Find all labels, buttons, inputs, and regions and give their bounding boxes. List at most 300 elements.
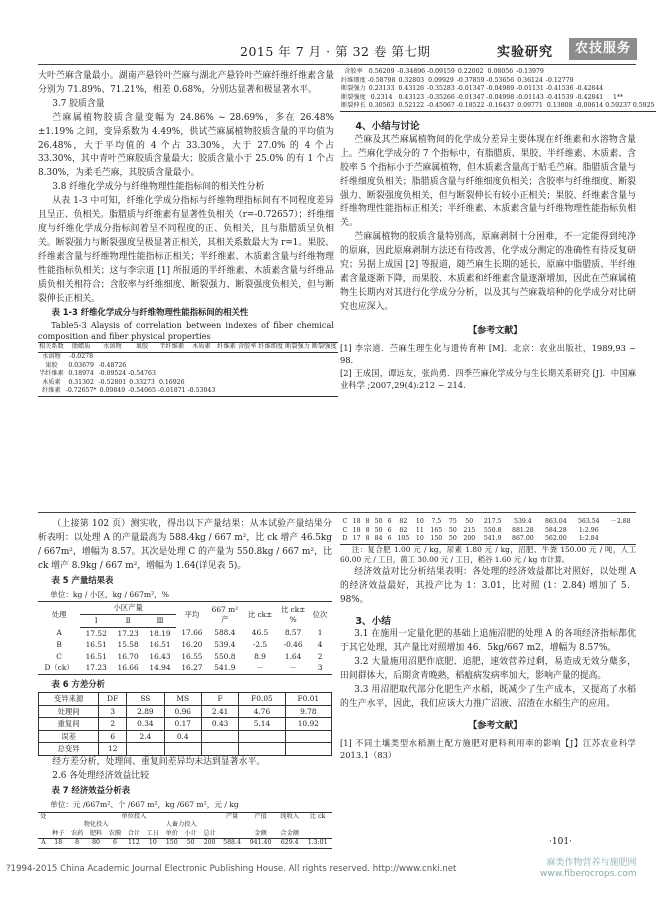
table-cell: -0.48726: [98, 361, 127, 369]
table-row: [38, 639, 332, 651]
table-cell: [284, 370, 311, 379]
table-cell: [575, 68, 605, 77]
table-cell: 1: [317, 628, 323, 638]
table-cell: 1:2.96: [578, 526, 599, 534]
table-cell: 误差: [39, 730, 99, 743]
reference-item: [1] 不同土壤类型水稻测土配方施肥对肥料利用率的影响【J】江苏农业科学 2013.1（83）: [340, 737, 636, 761]
table-cell: -0.42844: [575, 85, 604, 93]
table-caption: 表 6 方差分析: [51, 679, 105, 689]
table-caption: 表 7 经济效益分析表: [51, 784, 131, 795]
paragraph: 3.2 大量施用沼肥作底肥、追肥，速效营养过剩，易造成无效分蘖多，田间群体大，后期贪青晚熟，稻瘟病发病率加大，影响产量的提高。: [340, 657, 636, 682]
table-cell: 150: [427, 535, 446, 544]
table-cell: [237, 362, 258, 371]
table-cell: 9.78: [285, 705, 331, 718]
table-cell: [545, 68, 575, 77]
table-row: [340, 102, 656, 111]
paragraph: （上接第 102 页）测实收，得出以下产量结果：从本试验产量结果分析表明：以处理 A 的产量最高为 588.4kg / 667 m²，比 ck 增产 46.5kg / 667m²，增幅为 8.57。其次是处理 C 的产量为 550.8kg / 667 m²，比 ck 增产 8.9kg / 667 m²，增幅为 1.64(详见表 5)。: [38, 519, 332, 571]
table-cell: 0.4: [164, 730, 201, 743]
table-cell: [127, 743, 164, 756]
table-row: [38, 839, 332, 849]
table-header: 处理: [38, 602, 80, 627]
correlation-table: [38, 342, 338, 397]
paragraph: 经济效益对比分析结果表明：各处理的经济效益都比对照好，以处理 A 的经济效益最好，其投产比为 1：3.01，比对照 (1：2.84) 增加了 5．98%。: [340, 566, 636, 605]
table-header: Ⅲ: [144, 615, 176, 628]
table-cell: [257, 379, 284, 388]
table-header: 变异来源: [39, 692, 99, 705]
table-cell: 0.56209: [368, 68, 395, 75]
table-cell: 8: [365, 518, 370, 525]
table-cell: [187, 362, 217, 371]
table-cell: -0.54065: [127, 387, 157, 396]
table-cell: 0.5925: [632, 102, 656, 111]
table-cell: C: [56, 651, 62, 661]
table-cell: 0.43: [201, 718, 238, 731]
table-cell: 3: [99, 705, 127, 718]
table-cell: [157, 370, 187, 379]
table-cell: 165: [430, 526, 443, 534]
table-cell: 75: [448, 518, 457, 525]
table-header: 农药: [68, 830, 87, 839]
table-header: 含胶率: [237, 343, 258, 353]
table-cell: [311, 352, 338, 361]
table-cell: [216, 370, 237, 379]
table-cell: 12: [99, 743, 127, 756]
table-cell: 8: [363, 535, 371, 544]
section-heading: 2.6 各处理经济效益比较: [52, 770, 150, 781]
table-cell: -0.04989: [486, 85, 515, 93]
table-cell: 0.18974: [68, 370, 94, 378]
table-cell: 541.9: [208, 662, 242, 674]
table-cell: [98, 352, 128, 361]
table-cell: 0.09771: [515, 102, 545, 111]
section-heading: 3.7 胶质含量: [52, 98, 105, 109]
table-cell: 15.58: [117, 640, 139, 650]
table-cell: -0.52801: [98, 378, 127, 386]
table-cell: -0.01143: [516, 93, 544, 101]
table-header: Ⅱ: [112, 615, 144, 628]
table-cell: 562.00: [539, 535, 572, 544]
table-cell: -0.35266: [427, 93, 455, 101]
table-cell: [604, 77, 632, 86]
paragraph: 经方差分析，处理间、重复间差异均未达到显著水平。: [52, 756, 266, 767]
table-cell: 2: [317, 651, 323, 661]
bottom-right-column: [340, 518, 636, 762]
table-cell: [127, 362, 157, 371]
table-cell: 断裂强度: [341, 93, 366, 101]
table-cell: 17.23: [117, 628, 139, 638]
table-row: [38, 651, 332, 663]
table-cell: 588.4: [214, 628, 236, 638]
table-header: 位次: [308, 602, 332, 627]
table-cell: 863.04: [545, 518, 567, 525]
paragraph: 苎麻属植物的胶质含量特别高，原麻剥制十分困难，不一定能得到纯净的原麻，因此原麻剥制方法还有待改善，化学成分测定的准确性有待反复研究；另据上成国 [2] 等报道，随苎麻生长期的延长，原麻中脂腊质、半纤维素含量逐渐下降，而果胶、木质素和纤维素含量逐渐增加，因此在苎麻属植物生长期内对其进行化学成分分析，以及其与苎麻栽培种的化学成分对比研究也应深入。: [340, 232, 636, 312]
watermark-line: www.fiberocrops.com: [540, 869, 637, 879]
table-row: [340, 68, 656, 77]
table-cell: 6: [387, 526, 392, 534]
references-heading: 【参考文献】: [468, 325, 523, 336]
table-cell: [187, 352, 217, 361]
table-cell: 18: [352, 526, 361, 534]
table-cell: -0.12779: [545, 76, 574, 84]
table-cell: [284, 387, 311, 396]
table-cell: [257, 352, 284, 361]
table-header: 处: [38, 812, 49, 821]
table-header: 产量: [219, 812, 245, 821]
table-cell: 总变异: [39, 743, 99, 756]
table-cell: -0.72657*: [65, 387, 98, 396]
table-cell: [575, 77, 605, 86]
table-cell: A: [38, 839, 49, 849]
reference-item: [1] 李宗道．苎麻生理生化与遗传育种 [M]．北京：农业出版社，1989,93 ~ 98.: [340, 342, 636, 366]
table-cell: -0.0278: [69, 352, 94, 360]
references-heading: 【参考文献】: [468, 720, 523, 731]
table-cell: [239, 743, 285, 756]
table-cell: 50: [465, 518, 474, 525]
table-header: 脂蜡质: [65, 343, 98, 353]
table-row: [38, 662, 332, 674]
table-cell: 50: [181, 839, 200, 849]
table-cell: 0.96: [164, 705, 201, 718]
table-cell: 629.4: [276, 839, 303, 849]
table-cell: [284, 352, 311, 361]
table-cell: -0.54763: [128, 370, 156, 378]
table-cell: 0.59237: [604, 102, 632, 111]
table-cell: 2.89: [127, 705, 164, 718]
table-cell: 18.19: [149, 628, 171, 638]
table-cell: [201, 743, 238, 756]
table-cell: 0.31302: [68, 378, 94, 386]
table-cell: 6: [99, 730, 127, 743]
table-cell: 0.08056: [487, 68, 514, 75]
table-cell: 木质素: [42, 378, 61, 386]
table-cell: 217.5: [483, 518, 502, 525]
table-cell: －: [242, 662, 278, 674]
table-row: [38, 627, 332, 639]
table-cell: 82: [399, 518, 408, 525]
section-divider: [38, 512, 636, 513]
table-row: [38, 352, 338, 361]
table-cell: [604, 85, 632, 94]
table-cell: 14.94: [144, 662, 176, 674]
watermark: [540, 858, 637, 880]
table-header: 纤维素: [216, 343, 237, 353]
table-cell: 2.41: [201, 705, 238, 718]
table-caption-en: Table5-3 Alaysis of correlation between indexes of fiber chemical composition and fiber physical properties: [38, 320, 334, 342]
table-cell: 6: [106, 839, 125, 849]
table-cell: 588.4: [219, 839, 245, 849]
table-cell: 水溶物: [42, 352, 61, 360]
table-cell: [127, 352, 157, 361]
table-cell: 82: [399, 526, 408, 534]
table-cell: [311, 370, 338, 379]
table-cell: A: [56, 628, 62, 638]
table-row: [39, 730, 332, 743]
table-cell: 0.03679: [68, 361, 94, 369]
paragraph: 从表 1-3 中可知，纤维化学成分指标与纤维物理指标间有不同程度差异且呈正、负相关。脂腊质与纤维素有显著性负相关（r=-0.72657）；纤维细度与纤维化学成分指标间着呈不同程度的正、负相关，且与脂腊质呈负相关。断裂强力与断裂强度呈极显著正相关，其相关系数最大为 r=1。果胶、纤维素含量与纤维物理性能指标正相关；半纤维素、木质素含量与纤维物理性能指标负相关；这与李宗道 [1] 所报道的半纤维素、木质素含量与纤维品质负相关相符合；含胶率与纤维细度、断裂强力、断裂强度负相关，但与断裂伸长正相关。: [38, 196, 334, 304]
table-row: [39, 705, 332, 718]
table-cell: 0.30563: [367, 102, 397, 111]
table-cell: 46.5: [251, 628, 269, 638]
table-cell: 550.8: [483, 526, 502, 534]
journal-header: [0, 38, 642, 64]
table-cell: 11: [415, 526, 424, 534]
table-cell: [237, 370, 258, 379]
table-cell: 50: [374, 518, 383, 525]
table-cell: [237, 379, 258, 388]
table-cell: D（ck）: [38, 662, 80, 674]
table-cell: 2: [99, 718, 127, 731]
table-header: 纯收入: [276, 812, 303, 821]
table-cell: -0.16437: [486, 102, 516, 111]
table-cell: 7.5: [431, 518, 442, 525]
table-cell: [187, 370, 217, 379]
table-cell: -0.58798: [367, 76, 396, 84]
table-cell: [605, 527, 636, 536]
table-cell: 8: [365, 526, 370, 534]
table-cell: 541.9: [479, 535, 506, 544]
table-cell: -0.01347: [456, 85, 485, 93]
table-cell: 550.8: [214, 651, 236, 661]
paragraph: 3.1 在施用一定量化肥的基础上追施沼肥的处理 A 的各项经济指标都优于其它处理，其产量比对照增加 46．5kg/667 m2，增幅为 8.57%。: [340, 629, 636, 654]
table-cell: 16.43: [149, 651, 171, 661]
table-header: F0.05: [239, 692, 285, 705]
table-cell: 8.9: [254, 651, 266, 661]
table-header: 相关系数: [38, 343, 65, 353]
column-tag: 农技服务: [569, 38, 637, 60]
table-cell: 1.3:01: [303, 839, 332, 849]
bottom-left-column: [38, 518, 332, 849]
table-cell: -0.41536: [545, 85, 574, 93]
table-cell: 重复间: [39, 718, 99, 731]
table-cell: 16.51: [85, 640, 107, 650]
table-cell: 纤维细度: [341, 76, 366, 84]
table-cell: 纤维素: [38, 387, 65, 396]
table-row: [340, 527, 636, 536]
table-header: DF: [99, 692, 127, 705]
table-cell: 0.17: [164, 718, 201, 731]
table-cell: [311, 379, 338, 388]
paragraph: 苎麻及其苎麻属植物间的化学成分差异主要体现在纤维素和水溶物含量上。苎麻化学成分的 7 个指标中，有脂腊质、果胶、半纤维素、木质素、含胶率 5 个指标小于苎麻属植物，但木质素含量高于贴毛苎麻。脂腊质含量与纤维细度负相关；脂腊质含量与纤维细度负相关；含胶率与纤维细度、断裂强力、断裂强度负相关，但与断裂伸长有较小正相关；果胶、纤维素含量与纤维物理性能指标正相关；半纤维素、木质素含量与纤维物理性能指标负相关。: [340, 134, 636, 229]
table-cell: B: [56, 640, 62, 650]
top-left-column: [38, 70, 337, 397]
table-cell: －: [278, 662, 308, 674]
table-cell: 16.51: [85, 651, 107, 661]
table-cell: 0.09929: [428, 76, 454, 84]
table-cell: [201, 730, 238, 743]
table-cell: -0.13979: [516, 68, 544, 75]
table-cell: -0.01871: [157, 387, 187, 396]
table-cell: [311, 387, 338, 396]
table-cell: [239, 730, 285, 743]
table-header: 肥料: [87, 830, 106, 839]
table-cell: 断裂强力: [341, 85, 366, 93]
table-cell: [285, 730, 331, 743]
table-header: F: [201, 692, 238, 705]
table-cell: 6: [387, 518, 392, 525]
table-cell: 1.64: [284, 651, 302, 661]
table-cell: 1**: [612, 93, 624, 101]
references: [340, 720, 636, 762]
table-cell: [604, 68, 632, 77]
table-cell: 539.4: [514, 518, 532, 525]
table-row: [340, 535, 636, 544]
table-cell: 果胶: [45, 361, 58, 369]
table-cell: [164, 743, 201, 756]
table-cell: -0.01347: [456, 93, 485, 101]
table-note: 注：复合肥 1.00 元 / kg，尿素 1.80 元 / kg，沼肥、牛粪 150.00 元 / 吨，人工 60.00 元 / 工日，菌工 30.00 元 / 工日，稻谷 1.60 元 / kg 市计算。: [340, 544, 636, 565]
table-cell: 17: [350, 535, 364, 544]
paragraph: 苎麻属植物胶质含量变幅为 24.86% ~ 28.69%，多在 26.48%±1.19% 之间，变异系数为 4.49%，供试苎麻属植物胶质含量的平均值为 26.48%，大于平均值的 4 个占 33.30%，大于 27.0% 的 4 个占 33.30%，其中青叶苎麻胶质含量最大；胶质含量小于 25.0% 的有 1 个占 8.30%，为柔毛苎麻，其胶质含量最小。: [38, 112, 334, 179]
table-cell: [237, 352, 258, 361]
table-cell: [632, 77, 656, 86]
table-cell: 10: [143, 839, 162, 849]
table-cell: 4.76: [239, 705, 285, 718]
table-cell: 0.52122: [396, 102, 426, 111]
table-cell: 0.36124: [517, 76, 543, 84]
table-cell: 0.43126: [398, 85, 425, 93]
table-cell: [216, 352, 237, 361]
table-cell: [632, 94, 656, 103]
table-header: 半纤维素: [157, 343, 187, 353]
table-cell: -0.37859: [456, 76, 485, 84]
table-cell: [216, 379, 237, 388]
table-cell: [632, 85, 656, 94]
table-cell: 150: [162, 839, 181, 849]
table-cell: C: [342, 518, 348, 525]
table-cell: 0.09849: [98, 387, 128, 396]
table-header: 木质素: [187, 343, 217, 353]
table-cell: 1:2.84: [572, 535, 605, 544]
table-cell: 867.00: [506, 535, 539, 544]
table-cell: 16.66: [112, 662, 144, 674]
copyright-line: ?1994-2015 China Academic Journal Electronic Publishing House. All rights reserved. http://www.cnki.net: [6, 864, 457, 874]
table-cell: 0.23133: [368, 85, 395, 93]
table-header: 人畜力投入: [165, 821, 197, 829]
economic-table: [38, 812, 332, 849]
section-label: 实验研究: [497, 45, 554, 60]
table-cell: [187, 379, 217, 388]
table-header: F0.01: [285, 692, 331, 705]
table-cell: 18: [352, 518, 361, 525]
table-row: [39, 743, 332, 756]
table-cell: 半纤维素: [39, 370, 64, 378]
table-cell: 处理间: [39, 705, 99, 718]
table-header: 合计: [124, 830, 143, 839]
table-cell: 941.40: [245, 839, 276, 849]
table-cell: 10: [413, 535, 427, 544]
table-cell: 8.57: [284, 628, 302, 638]
table-cell: -0.09524: [98, 370, 127, 378]
table-cell: -0.53656: [486, 76, 515, 84]
table-cell: 16.27: [176, 662, 208, 674]
table-row: [38, 379, 338, 388]
table-header: 平均: [176, 602, 208, 627]
table-caption: 表 5 产量结果表: [51, 574, 114, 585]
table-header: 667 m² 产: [208, 602, 242, 627]
table-cell: 17.52: [85, 628, 107, 638]
table-cell: [216, 387, 237, 396]
table-cell: -0.45067: [426, 102, 456, 111]
table-cell: [157, 352, 187, 361]
table-header: 比 ck±%: [278, 602, 308, 627]
table-cell: [237, 387, 258, 396]
table-cell: 200: [200, 839, 219, 849]
table-cell: 881.28: [512, 526, 534, 534]
table-cell: 16.55: [181, 651, 203, 661]
table-cell: -0.04998: [486, 93, 515, 101]
table-header: 小计: [181, 830, 200, 839]
table-cell: 5.14: [239, 718, 285, 731]
table-cell: [605, 535, 636, 544]
table-cell: 6: [385, 535, 393, 544]
table-cell: C: [342, 526, 348, 534]
section-heading: 4、小结与讨论: [355, 120, 420, 132]
table-header: 单价: [162, 830, 181, 839]
table-cell: 0.13808: [545, 102, 575, 111]
reference-item: [2] 王成国，谭远友，张尚勇．四季苎麻化学成分与生长期关系研究 [J]．中国麻业科学 ;2007,29(4):212 ~ 214.: [340, 367, 636, 391]
table-cell: 112: [124, 839, 143, 849]
table-header: 断裂强度: [311, 343, 338, 353]
table-row: [38, 387, 338, 396]
table-header: 水溶物: [98, 343, 128, 353]
table-cell: [284, 362, 311, 371]
table-cell: 17.66: [181, 628, 203, 638]
section-heading: 3、小结: [355, 615, 391, 627]
table-header: 比 ck±: [242, 602, 278, 627]
table-cell: 584.28: [545, 526, 567, 534]
table-header: MS: [164, 692, 201, 705]
table-cell: 0.33273: [129, 378, 155, 386]
table-header: Ⅰ: [80, 615, 112, 628]
table-header: 种子: [49, 830, 68, 839]
table-units: 单位：元 /667m²、个 /667 m²，kg /667 m²，元 / kg: [50, 799, 239, 809]
table-cell: 200: [460, 535, 479, 544]
table-cell: 215: [463, 526, 476, 534]
table-cell: 16.20: [181, 640, 203, 650]
table-header: SS: [127, 692, 164, 705]
table-header: 纤维细度: [257, 343, 284, 353]
table-cell: D: [340, 535, 350, 544]
table-row: [38, 362, 338, 371]
table-cell: [157, 362, 187, 371]
table-cell: -0.34896: [397, 68, 426, 75]
table-cell: -0.18522: [456, 102, 486, 111]
table-cell: -2.5: [252, 640, 268, 650]
table-header: 比 ck: [303, 812, 332, 821]
issue-label: 2015 年 7 月 · 第 32 卷 第七期: [240, 44, 431, 59]
top-right-column: [340, 68, 655, 392]
table-cell: 10.92: [285, 718, 331, 731]
references: [340, 325, 636, 392]
table-cell: 2.4: [127, 730, 164, 743]
table-header: 合金额: [276, 830, 303, 839]
table-cell: 0.43123: [398, 93, 425, 101]
table-cell: [257, 362, 284, 371]
table-cell: [257, 370, 284, 379]
table-header: 单位投入: [49, 812, 219, 821]
table-cell: -0.01131: [516, 85, 544, 93]
table-cell: -0.41539: [545, 93, 574, 101]
table-caption: 表 1-3 纤维化学成分与纤维物理性能指标间的相关性: [51, 307, 249, 318]
table-header: 小区产量: [80, 602, 176, 615]
table-cell: 4: [317, 640, 323, 650]
yield-table: [38, 601, 332, 675]
table-cell: 10: [415, 518, 424, 525]
table-cell: 105: [394, 535, 413, 544]
table-row: [340, 94, 656, 103]
table-cell: 16.70: [117, 651, 139, 661]
table-cell: 539.4: [214, 640, 236, 650]
